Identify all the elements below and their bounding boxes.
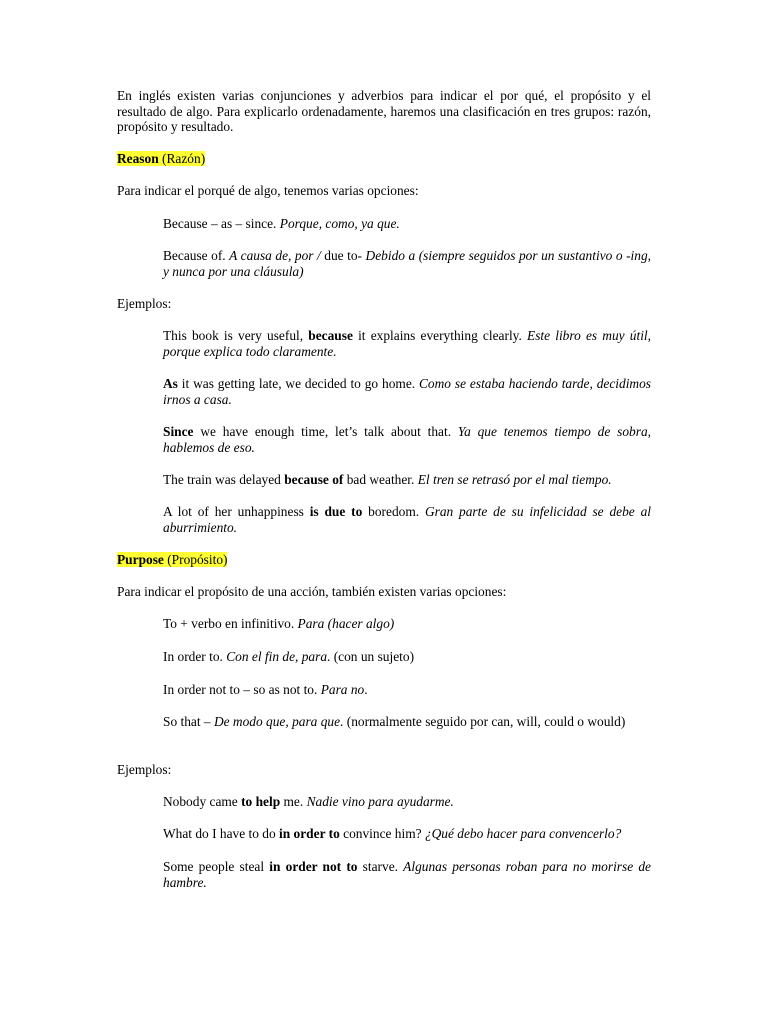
purpose-option-plain2: . (normalmente seguido por can, will, could o would)	[340, 714, 626, 729]
example-bold: in order not to	[269, 859, 358, 874]
example-translation: Ya que tenemos tiempo de sobra, hablemos de eso.	[163, 424, 651, 455]
example-translation: El tren se retrasó por el mal tiempo.	[417, 472, 612, 487]
example-pre: Nobody came	[163, 794, 242, 809]
reason-option-1-plain: Because – as – since.	[163, 216, 280, 231]
example-post: convince him?	[339, 826, 425, 841]
example-bold: Since	[163, 424, 194, 439]
purpose-option-plain: So that –	[163, 714, 214, 729]
reason-heading-highlight	[117, 151, 205, 166]
example-translation: Gran parte de su infelicidad se debe al aburrimiento.	[163, 504, 651, 535]
purpose-option-1	[163, 616, 651, 632]
reason-option-1-italic: Porque, como, ya que.	[279, 216, 400, 231]
example-bold: in order to	[279, 826, 340, 841]
reason-example-1	[163, 328, 651, 359]
reason-option-2	[163, 248, 651, 279]
example-post: boredom.	[362, 504, 425, 519]
reason-option-2-italic: A causa de, por /	[229, 248, 325, 263]
purpose-option-plain: In order not to – so as not to.	[163, 682, 321, 697]
purpose-option-italic: Para (hacer algo)	[297, 616, 395, 631]
purpose-example-3	[163, 859, 651, 890]
reason-example-5	[163, 504, 651, 535]
purpose-option-plain: In order to.	[163, 649, 227, 664]
reason-example-3	[163, 424, 651, 455]
example-pre: The train was delayed	[163, 472, 285, 487]
purpose-example-2	[163, 826, 651, 842]
example-pre: This book is very useful,	[163, 328, 309, 343]
reason-heading-rest: (Razón)	[158, 151, 206, 166]
example-pre: What do I have to do	[163, 826, 280, 841]
example-pre: Some people steal	[163, 859, 270, 874]
reason-lead: Para indicar el porqué de algo, tenemos varias opciones:	[117, 183, 419, 198]
purpose-heading-highlight	[117, 552, 227, 567]
example-post: it was getting late, we decided to go home.	[177, 376, 419, 391]
purpose-lead: Para indicar el propósito de una acción, también existen varias opciones:	[117, 584, 507, 599]
reason-option-2-plain2: due to-	[324, 248, 366, 263]
purpose-example-1	[163, 794, 651, 810]
reason-examples-label: Ejemplos:	[117, 296, 172, 311]
example-translation: Como se estaba haciendo tarde, decidimos irnos a casa.	[163, 376, 652, 407]
intro-paragraph: En inglés existen varias conjunciones y adverbios para indicar el por qué, el propósito y el resultado de algo. Para explicarlo ordenadamente, haremos una clasificación en tres grupos: razón, propósito y resultado.	[117, 88, 651, 134]
example-bold: to help	[241, 794, 281, 809]
example-translation: Nadie vino para ayudarme.	[306, 794, 454, 809]
purpose-option-plain: To + verbo en infinitivo.	[163, 616, 298, 631]
example-post: we have enough time, let’s talk about that.	[193, 424, 458, 439]
purpose-option-4	[163, 714, 651, 730]
example-bold: because	[308, 328, 353, 343]
example-bold: because of	[284, 472, 344, 487]
reason-option-2-italic2: Debido a (siempre seguidos por un sustantivo o -ing, y nunca por una cláusula)	[163, 248, 651, 279]
purpose-heading	[117, 552, 651, 568]
purpose-option-italic: Con el fin de, para	[226, 649, 328, 664]
purpose-option-plain2: . (con un sujeto)	[327, 649, 415, 664]
reason-heading-bold: Reason	[117, 151, 159, 166]
purpose-option-2	[163, 649, 651, 665]
reason-example-2	[163, 376, 651, 407]
purpose-heading-bold: Purpose	[117, 552, 164, 567]
reason-heading	[117, 151, 651, 167]
reason-option-1	[163, 216, 651, 232]
example-bold: As	[163, 376, 178, 391]
purpose-option-italic: Para no	[320, 682, 365, 697]
purpose-heading-rest: (Propósito)	[163, 552, 228, 567]
example-translation: ¿Qué debo hacer para convencerlo?	[424, 826, 622, 841]
purpose-option-3	[163, 682, 651, 698]
example-translation: Este libro es muy útil, porque explica todo claramente.	[163, 328, 651, 359]
example-translation: Algunas personas roban para no morirse de hambre.	[163, 859, 651, 890]
reason-option-2-plain: Because of.	[163, 248, 230, 263]
example-pre: A lot of her unhappiness	[163, 504, 310, 519]
purpose-option-italic: De modo que, para que	[213, 714, 341, 729]
example-post: starve.	[357, 859, 404, 874]
example-post: it explains everything clearly.	[352, 328, 528, 343]
example-post: bad weather.	[343, 472, 418, 487]
purpose-option-plain2: .	[364, 682, 368, 697]
example-post: me.	[280, 794, 307, 809]
purpose-examples-label: Ejemplos:	[117, 762, 172, 777]
reason-example-4	[163, 472, 651, 488]
example-bold: is due to	[309, 504, 363, 519]
